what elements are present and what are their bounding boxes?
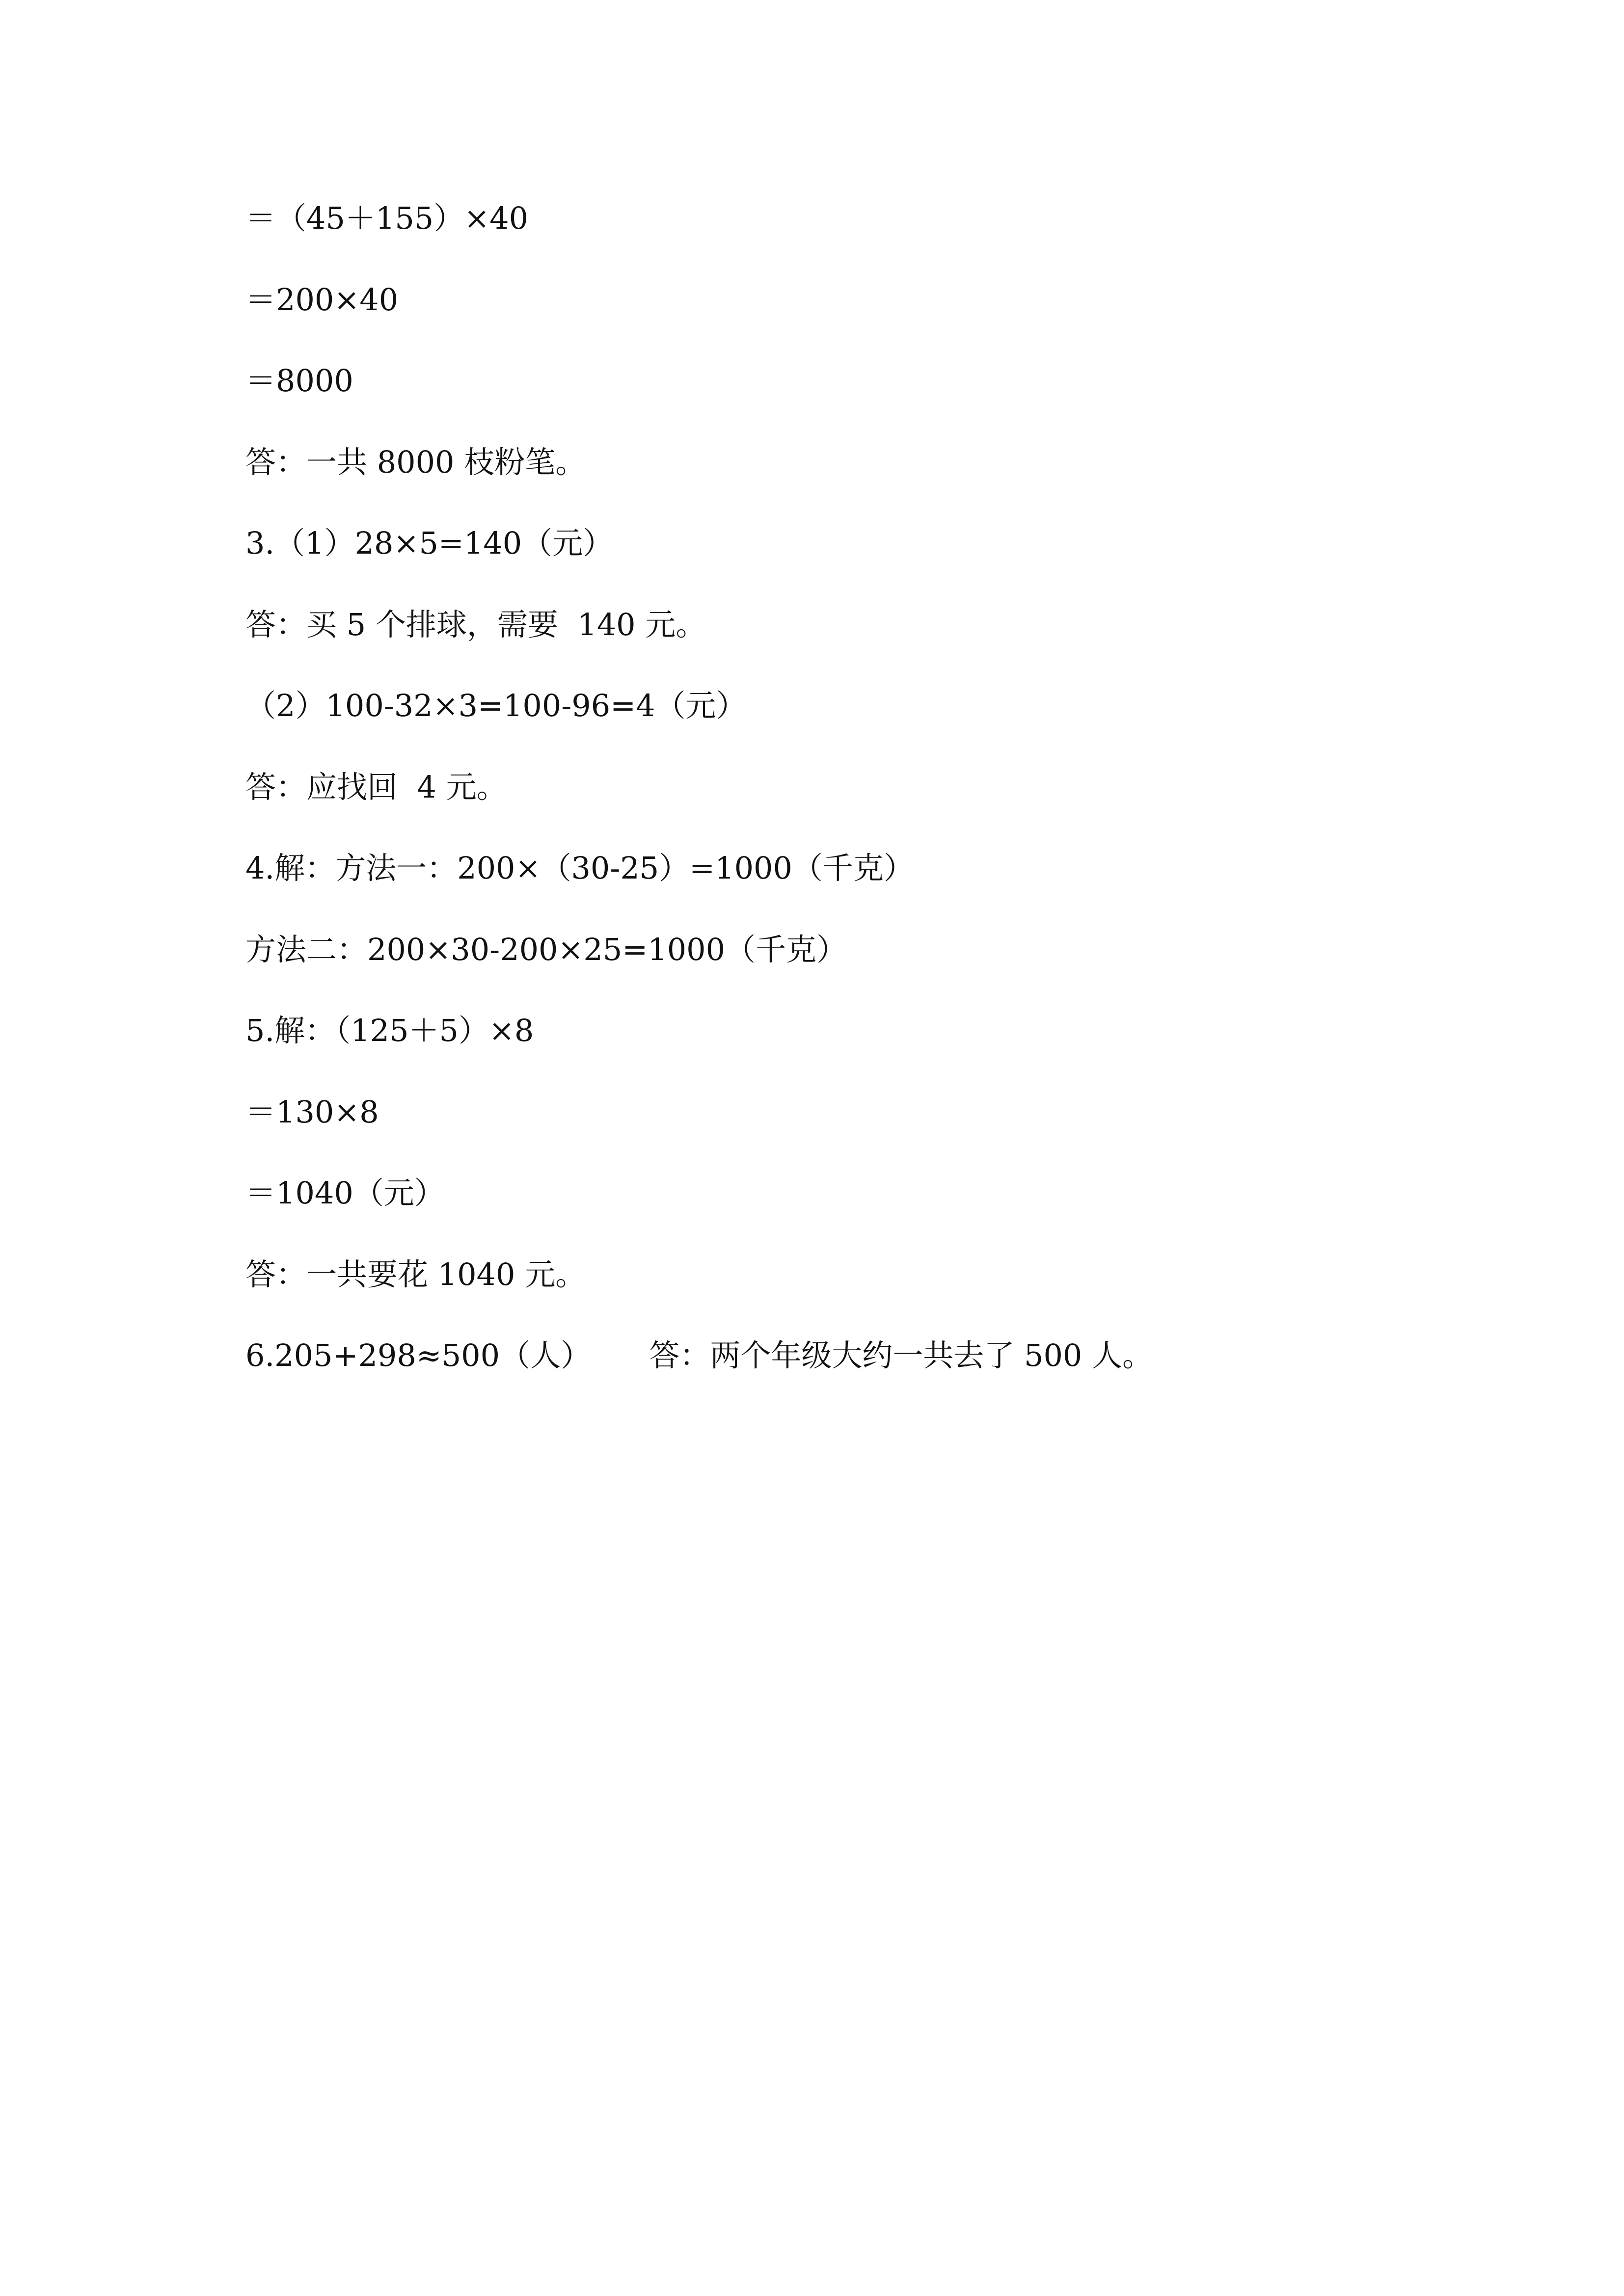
text-line: ＝8000	[245, 363, 353, 399]
text-line: 3.（1）28×5=140（元）	[245, 525, 614, 561]
text-line: ＝130×8	[245, 1094, 379, 1130]
text-line: 答：一共 8000 枝粉笔。	[245, 444, 586, 480]
text-line: 方法二：200×30-200×25=1000（千克）	[245, 931, 847, 967]
text-line: 答：应找回 4 元。	[245, 769, 507, 805]
text-line: 5.解：（125＋5）×8	[245, 1013, 534, 1048]
text-line: ＝（45＋155）×40	[245, 200, 529, 236]
text-line: 6.205+298≈500（人） 答：两个年级大约一共去了 500 人。	[245, 1337, 1153, 1373]
text-line: （2）100-32×3=100-96=4（元）	[245, 688, 747, 723]
text-line: ＝1040（元）	[245, 1175, 445, 1211]
text-line: 答：一共要花 1040 元。	[245, 1256, 586, 1292]
text-line: 4.解：方法一：200×（30-25）=1000（千克）	[245, 850, 914, 886]
text-line: 答：买 5 个排球，需要 140 元。	[245, 606, 706, 642]
text-line: ＝200×40	[245, 281, 399, 318]
answer-content	[245, 194, 1424, 1413]
